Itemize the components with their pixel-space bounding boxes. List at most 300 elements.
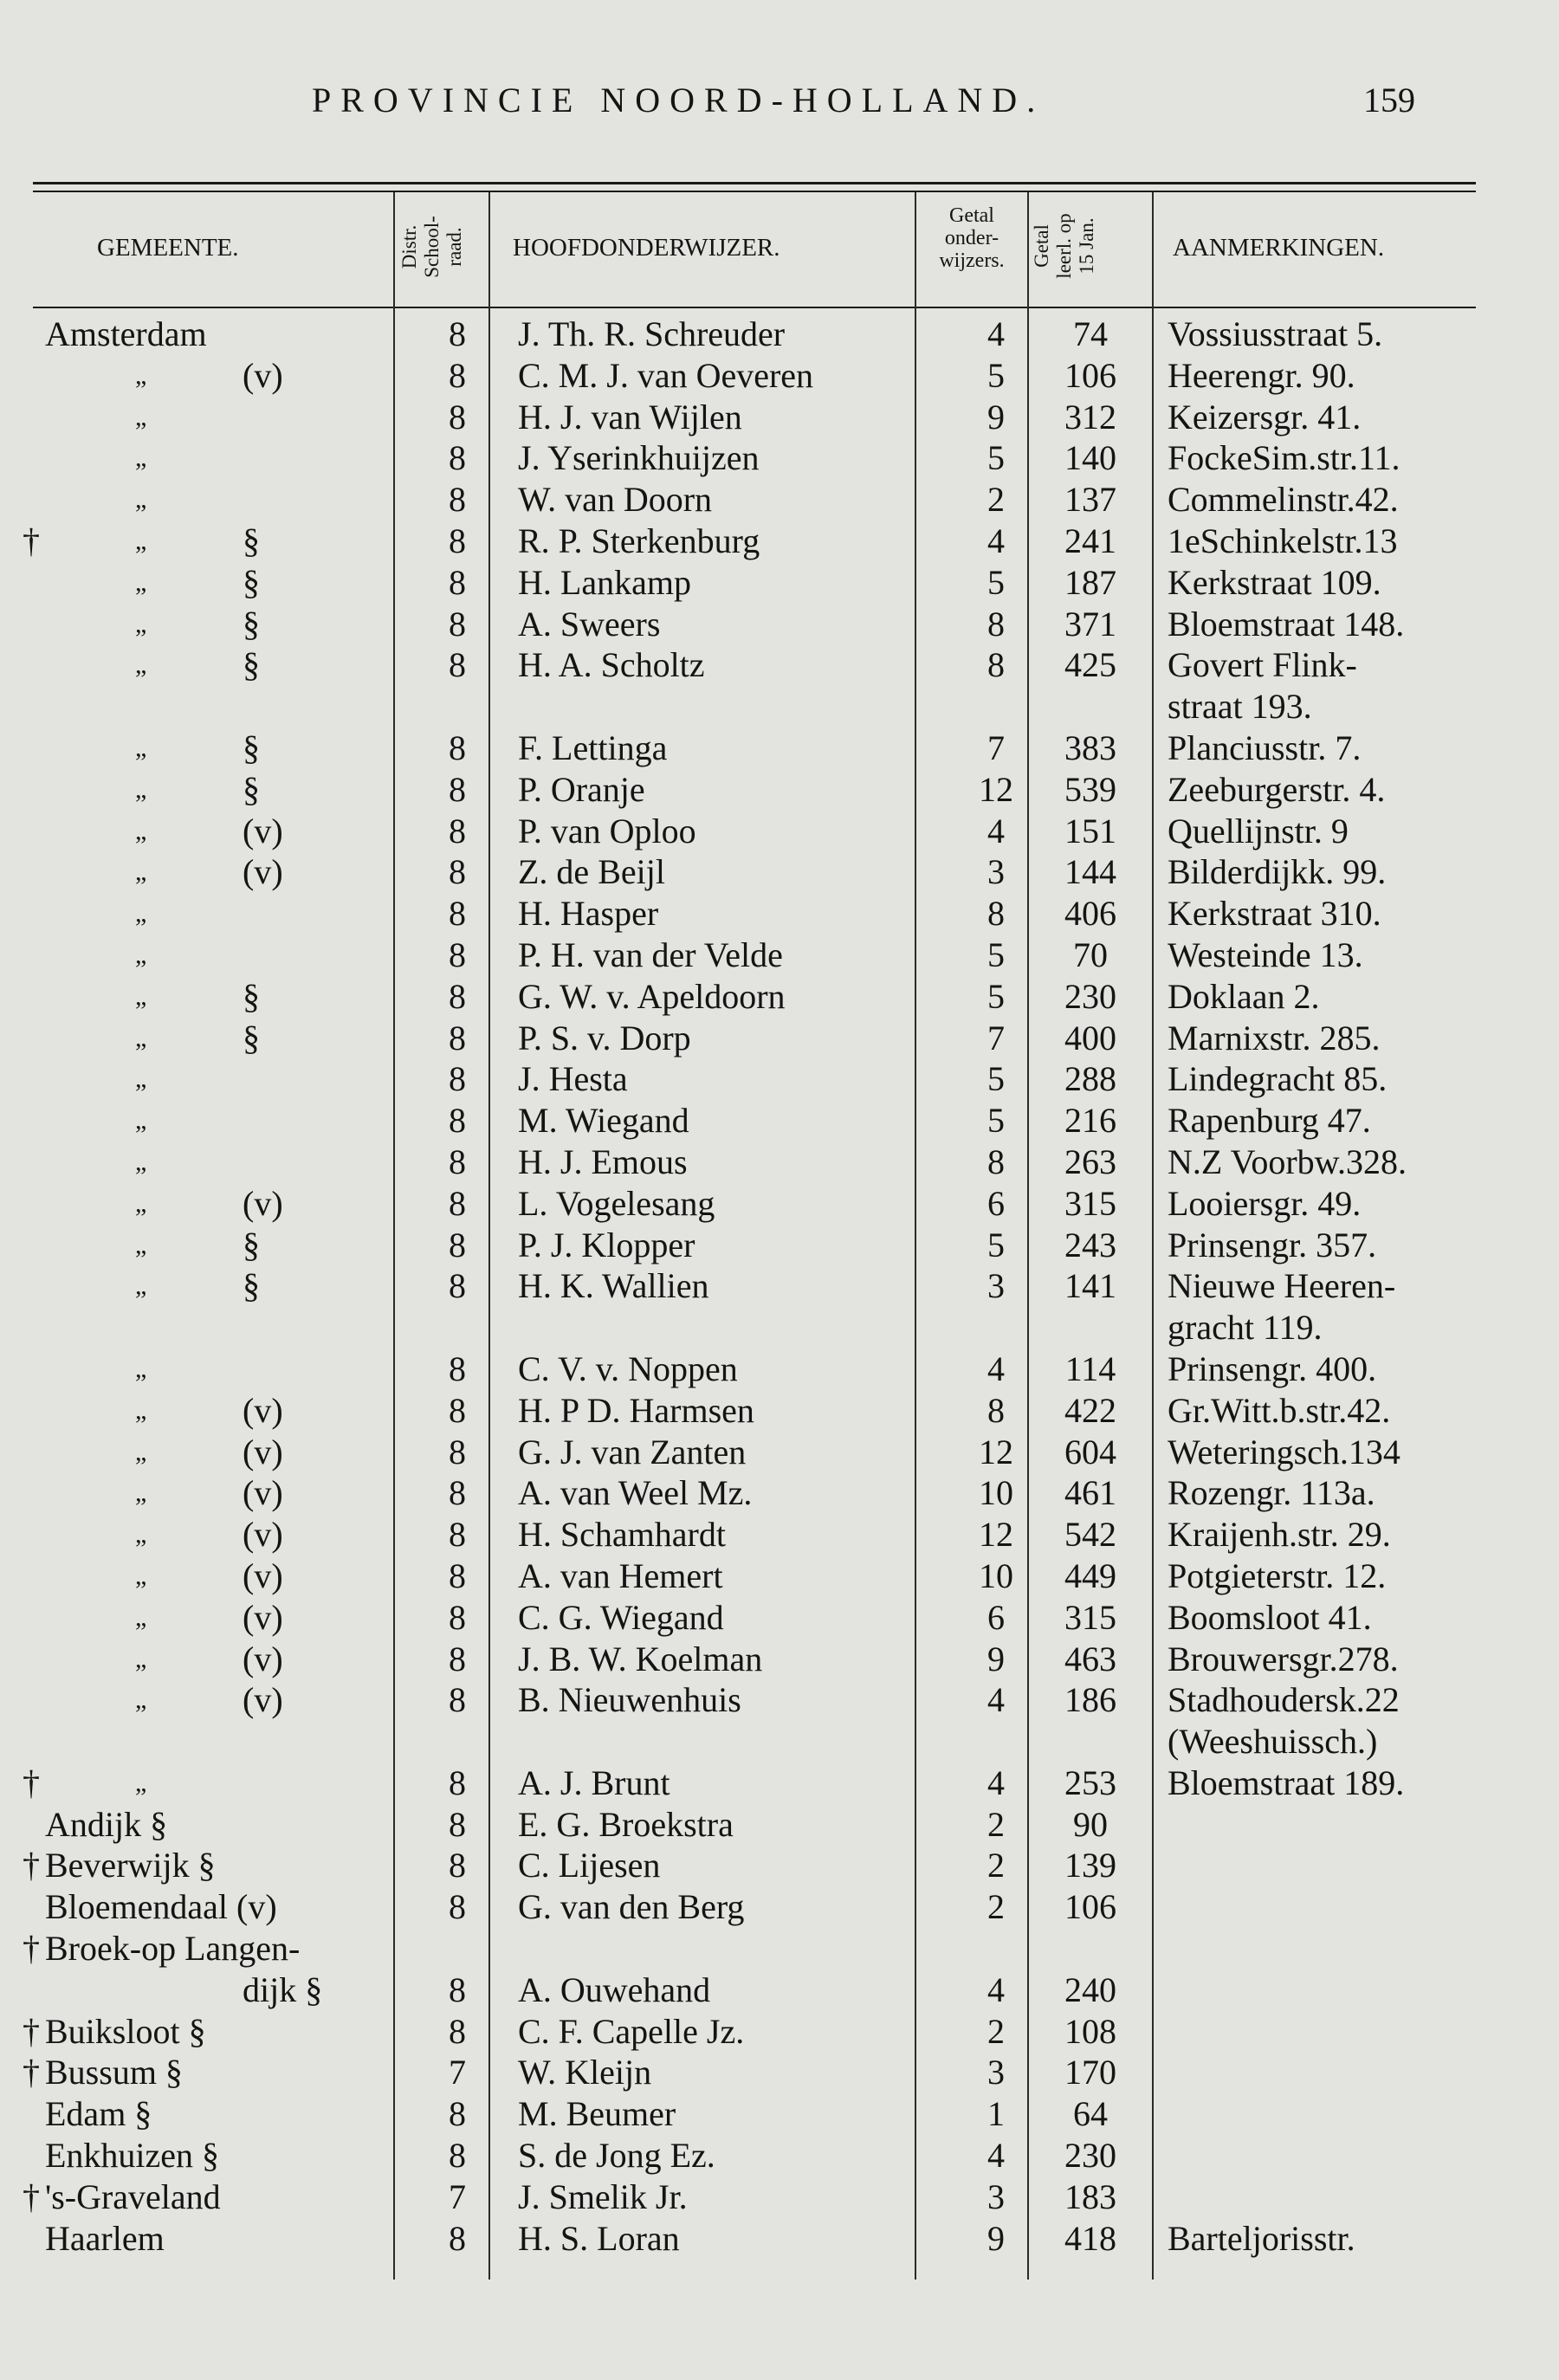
distr-cell: 8: [449, 852, 466, 892]
gemeente-cell: Haarlem: [45, 2218, 165, 2258]
hoofdonderwijzer-cell: H. Hasper: [518, 894, 659, 934]
qualifier-cell: (v): [243, 1515, 283, 1555]
table-row: [0, 314, 1559, 355]
table-row: [0, 2011, 1559, 2053]
header-bottom-rule: [33, 307, 1476, 308]
leerlingen-cell: 241: [1064, 521, 1116, 560]
qualifier-cell: (v): [243, 1390, 283, 1430]
leerlingen-cell: 371: [1064, 604, 1116, 644]
table-row: [0, 1307, 1559, 1348]
table-row: [0, 1886, 1559, 1928]
distr-cell: 8: [449, 562, 466, 602]
table-row: [0, 1679, 1559, 1721]
qualifier-cell: §: [243, 976, 260, 1016]
distr-cell: 8: [449, 438, 466, 478]
aanmerkingen-cell: Bloemstraat 148.: [1168, 604, 1405, 644]
distr-cell: 8: [449, 397, 466, 437]
onderwijzers-cell: 9: [987, 2218, 1005, 2258]
table-row: [0, 1597, 1559, 1639]
header-gemeente: GEMEENTE.: [97, 234, 239, 262]
qualifier-cell: (v): [243, 1183, 283, 1223]
table-row: [0, 769, 1559, 811]
qualifier-cell: §: [243, 1225, 260, 1264]
table-row: [0, 479, 1559, 521]
table-row: [0, 1969, 1559, 2011]
table-row: [0, 1555, 1559, 1597]
table-row: [0, 1721, 1559, 1762]
distr-cell: 8: [449, 2011, 466, 2051]
distr-cell: 8: [449, 1141, 466, 1181]
ditto-mark: „: [135, 1437, 147, 1466]
leerlingen-cell: 243: [1064, 1225, 1116, 1264]
aanmerkingen-cell: Barteljorisstr.: [1168, 2218, 1355, 2258]
onderwijzers-cell: 5: [987, 1059, 1005, 1099]
qualifier-cell: (v): [243, 1597, 283, 1637]
onderwijzers-cell: 5: [987, 438, 1005, 478]
aanmerkingen-cell: Quellijnstr. 9: [1168, 811, 1349, 850]
table-row: [0, 1472, 1559, 1514]
hoofdonderwijzer-cell: J. Smelik Jr.: [518, 2176, 688, 2216]
table-row: [0, 2135, 1559, 2176]
hoofdonderwijzer-cell: G. W. v. Apeldoorn: [518, 976, 786, 1016]
hoofdonderwijzer-cell: H. Lankamp: [518, 562, 691, 602]
dagger-mark: †: [23, 1929, 40, 1969]
aanmerkingen-cell: FockeSim.str.11.: [1168, 438, 1401, 478]
qualifier-cell: (v): [243, 1639, 283, 1678]
qualifier-cell: §: [243, 562, 260, 602]
distr-cell: 8: [449, 2094, 466, 2134]
leerlingen-cell: 74: [1073, 314, 1108, 353]
hoofdonderwijzer-cell: F. Lettinga: [518, 728, 668, 767]
ditto-mark: „: [135, 816, 147, 845]
table-row: [0, 1348, 1559, 1390]
ditto-mark: „: [135, 1188, 147, 1218]
hoofdonderwijzer-cell: J. Yserinkhuijzen: [518, 438, 760, 478]
header-leerlingen-line: 15 Jan.: [1076, 217, 1097, 275]
aanmerkingen-cell: 1eSchinkelstr.13: [1168, 521, 1398, 560]
ditto-mark: „: [135, 360, 147, 390]
distr-cell: 8: [449, 480, 466, 520]
header-aanmerkingen: AANMERKINGEN.: [1173, 234, 1385, 262]
aanmerkingen-cell: Kraijenh.str. 29.: [1168, 1515, 1391, 1555]
ditto-mark: „: [135, 1106, 147, 1135]
distr-cell: 8: [449, 1473, 466, 1513]
aanmerkingen-cell: Rapenburg 47.: [1168, 1101, 1371, 1141]
table-row: [0, 2093, 1559, 2135]
hoofdonderwijzer-cell: W. van Doorn: [518, 480, 713, 520]
ditto-mark: „: [135, 650, 147, 680]
leerlingen-cell: 139: [1064, 1846, 1116, 1885]
hoofdonderwijzer-cell: S. de Jong Ez.: [518, 2136, 715, 2176]
hoofdonderwijzer-cell: W. Kleijn: [518, 2053, 652, 2092]
leerlingen-cell: 406: [1064, 894, 1116, 934]
ditto-mark: „: [135, 1768, 147, 1797]
aanmerkingen-cell: Gr.Witt.b.str.42.: [1168, 1390, 1391, 1430]
hoofdonderwijzer-cell: E. G. Broekstra: [518, 1804, 734, 1844]
table-row: [0, 437, 1559, 479]
distr-cell: 8: [449, 1059, 466, 1099]
dagger-mark: †: [23, 1846, 40, 1885]
header-hoofdonderwijzer: HOOFDONDERWIJZER.: [513, 234, 780, 262]
ditto-mark: „: [135, 1354, 147, 1383]
table-row: [0, 1762, 1559, 1804]
distr-cell: 8: [449, 1887, 466, 1927]
leerlingen-cell: 170: [1064, 2053, 1116, 2092]
distr-cell: 8: [449, 811, 466, 850]
distr-cell: 8: [449, 1101, 466, 1141]
table-row: [0, 1639, 1559, 1680]
ditto-mark: „: [135, 1602, 147, 1632]
leerlingen-cell: 463: [1064, 1639, 1116, 1678]
qualifier-cell: §: [243, 645, 260, 685]
header-leerlingen-line: leerl.: [1053, 238, 1075, 279]
table-row: [0, 1265, 1559, 1307]
onderwijzers-cell: 5: [987, 976, 1005, 1016]
qualifier-cell: (v): [243, 355, 283, 395]
onderwijzers-cell: 5: [987, 935, 1005, 974]
hoofdonderwijzer-cell: P. J. Klopper: [518, 1225, 695, 1264]
header-distr: [398, 201, 466, 293]
hoofdonderwijzer-cell: H. K. Wallien: [518, 1266, 709, 1306]
table-row: [0, 1928, 1559, 1969]
hoofdonderwijzer-cell: A. van Hemert: [518, 1555, 723, 1595]
onderwijzers-cell: 6: [987, 1183, 1005, 1223]
leerlingen-cell: 151: [1064, 811, 1116, 850]
onderwijzers-cell: 3: [987, 2053, 1005, 2092]
leerlingen-cell: 604: [1064, 1432, 1116, 1471]
table-row: [0, 1141, 1559, 1183]
aanmerkingen-cell: Potgieterstr. 12.: [1168, 1555, 1387, 1595]
aanmerkingen-cell: Vossiusstraat 5.: [1168, 314, 1383, 353]
aanmerkingen-cell: Boomsloot 41.: [1168, 1597, 1372, 1637]
aanmerkingen-cell: Commelinstr.42.: [1168, 480, 1399, 520]
ditto-mark: „: [135, 940, 147, 969]
onderwijzers-cell: 12: [979, 769, 1013, 809]
onderwijzers-cell: 4: [987, 1762, 1005, 1802]
distr-cell: 8: [449, 1969, 466, 2009]
aanmerkingen-cell: N.Z Voorbw.328.: [1168, 1141, 1407, 1181]
leerlingen-cell: 542: [1064, 1515, 1116, 1555]
distr-cell: 8: [449, 645, 466, 685]
leerlingen-cell: 422: [1064, 1390, 1116, 1430]
qualifier-cell: dijk §: [243, 1969, 323, 2009]
table-row: [0, 397, 1559, 438]
hoofdonderwijzer-cell: G. van den Berg: [518, 1887, 745, 1927]
ditto-mark: „: [135, 1644, 147, 1673]
distr-cell: 8: [449, 1348, 466, 1388]
top-rule: [33, 182, 1476, 184]
hoofdonderwijzer-cell: M. Beumer: [518, 2094, 676, 2134]
distr-cell: 8: [449, 1597, 466, 1637]
header-leerlingen-line: op: [1053, 213, 1075, 234]
aanmerkingen-cell: Bloemstraat 189.: [1168, 1762, 1405, 1802]
hoofdonderwijzer-cell: A. J. Brunt: [518, 1762, 670, 1802]
leerlingen-cell: 315: [1064, 1183, 1116, 1223]
distr-cell: 7: [449, 2176, 466, 2216]
qualifier-cell: §: [243, 521, 260, 560]
aanmerkingen-cell: Weteringsch.134: [1168, 1432, 1401, 1471]
aanmerkingen-cell: Kerkstraat 310.: [1168, 894, 1381, 934]
gemeente-cell: 's-Graveland: [45, 2176, 221, 2216]
onderwijzers-cell: 7: [987, 728, 1005, 767]
onderwijzers-cell: 6: [987, 1597, 1005, 1637]
qualifier-cell: (v): [243, 1680, 283, 1720]
table-row: [0, 644, 1559, 686]
ditto-mark: „: [135, 899, 147, 928]
dagger-mark: †: [23, 521, 40, 560]
leerlingen-cell: 216: [1064, 1101, 1116, 1141]
leerlingen-cell: 312: [1064, 397, 1116, 437]
table-row: [0, 1225, 1559, 1266]
distr-cell: 8: [449, 1762, 466, 1802]
leerlingen-cell: 461: [1064, 1473, 1116, 1513]
table-row: [0, 851, 1559, 893]
onderwijzers-cell: 9: [987, 397, 1005, 437]
distr-cell: 8: [449, 1018, 466, 1057]
leerlingen-cell: 253: [1064, 1762, 1116, 1802]
table-body: [0, 314, 1559, 2259]
onderwijzers-cell: 10: [979, 1555, 1013, 1595]
onderwijzers-cell: 5: [987, 355, 1005, 395]
header-leerlingen: [1031, 197, 1098, 294]
qualifier-cell: (v): [243, 852, 283, 892]
leerlingen-cell: 64: [1073, 2094, 1108, 2134]
ditto-mark: „: [135, 609, 147, 638]
hoofdonderwijzer-cell: J. Hesta: [518, 1059, 628, 1099]
distr-cell: 8: [449, 769, 466, 809]
onderwijzers-cell: 12: [979, 1515, 1013, 1555]
distr-cell: 8: [449, 894, 466, 934]
aanmerkingen-cell: Lindegracht 85.: [1168, 1059, 1388, 1099]
ditto-mark: „: [135, 443, 147, 473]
distr-cell: 7: [449, 2053, 466, 2092]
gemeente-cell: Andijk §: [45, 1804, 168, 1844]
table-row: [0, 1018, 1559, 1059]
distr-cell: 8: [449, 935, 466, 974]
aanmerkingen-cell: (Weeshuissch.): [1168, 1722, 1378, 1762]
aanmerkingen-cell: straat 193.: [1168, 687, 1312, 727]
hoofdonderwijzer-cell: L. Vogelesang: [518, 1183, 715, 1223]
distr-cell: 8: [449, 355, 466, 395]
hoofdonderwijzer-cell: A. van Weel Mz.: [518, 1473, 753, 1513]
ditto-mark: „: [135, 1230, 147, 1259]
table-row: [0, 2218, 1559, 2260]
leerlingen-cell: 263: [1064, 1141, 1116, 1181]
hoofdonderwijzer-cell: R. P. Sterkenburg: [518, 521, 760, 560]
qualifier-cell: §: [243, 1266, 260, 1306]
table-row: [0, 521, 1559, 562]
onderwijzers-cell: 4: [987, 1348, 1005, 1388]
ditto-mark: „: [135, 857, 147, 887]
onderwijzers-cell: 2: [987, 1887, 1005, 1927]
ditto-mark: „: [135, 1561, 147, 1590]
qualifier-cell: §: [243, 1018, 260, 1057]
hoofdonderwijzer-cell: C. M. J. van Oeveren: [518, 355, 814, 395]
ditto-mark: „: [135, 774, 147, 804]
leerlingen-cell: 315: [1064, 1597, 1116, 1637]
hoofdonderwijzer-cell: P. S. v. Dorp: [518, 1018, 691, 1057]
gemeente-cell: Bloemendaal (v): [45, 1887, 277, 1927]
onderwijzers-cell: 12: [979, 1432, 1013, 1471]
table-row: [0, 976, 1559, 1018]
table-row: [0, 355, 1559, 397]
hoofdonderwijzer-cell: J. Th. R. Schreuder: [518, 314, 786, 353]
onderwijzers-cell: 4: [987, 1680, 1005, 1720]
table-row: [0, 728, 1559, 769]
table-row: [0, 811, 1559, 852]
aanmerkingen-cell: Marnixstr. 285.: [1168, 1018, 1381, 1057]
page-number: 159: [1363, 81, 1415, 120]
hoofdonderwijzer-cell: H. J. Emous: [518, 1141, 688, 1181]
table-row: [0, 935, 1559, 976]
table-row: [0, 1845, 1559, 1886]
leerlingen-cell: 140: [1064, 438, 1116, 478]
leerlingen-cell: 90: [1073, 1804, 1108, 1844]
qualifier-cell: (v): [243, 1555, 283, 1595]
qualifier-cell: §: [243, 728, 260, 767]
table-row: [0, 562, 1559, 604]
hoofdonderwijzer-cell: H. Schamhardt: [518, 1515, 726, 1555]
aanmerkingen-cell: Prinsengr. 357.: [1168, 1225, 1377, 1264]
distr-cell: 8: [449, 976, 466, 1016]
leerlingen-cell: 539: [1064, 769, 1116, 809]
aanmerkingen-cell: Keizersgr. 41.: [1168, 397, 1362, 437]
onderwijzers-cell: 4: [987, 1969, 1005, 2009]
qualifier-cell: (v): [243, 1432, 283, 1471]
distr-cell: 8: [449, 1183, 466, 1223]
hoofdonderwijzer-cell: P. Oranje: [518, 769, 645, 809]
table-row: [0, 1058, 1559, 1100]
onderwijzers-cell: 10: [979, 1473, 1013, 1513]
hoofdonderwijzer-cell: C. G. Wiegand: [518, 1597, 724, 1637]
onderwijzers-cell: 5: [987, 562, 1005, 602]
page-header: [0, 80, 1559, 132]
leerlingen-cell: 288: [1064, 1059, 1116, 1099]
leerlingen-cell: 108: [1064, 2011, 1116, 2051]
ditto-mark: „: [135, 1147, 147, 1176]
distr-cell: 8: [449, 1680, 466, 1720]
leerlingen-cell: 186: [1064, 1680, 1116, 1720]
leerlingen-cell: 144: [1064, 852, 1116, 892]
ditto-mark: „: [135, 981, 147, 1011]
header-distr-line: School-: [421, 216, 443, 278]
aanmerkingen-cell: Rozengr. 113a.: [1168, 1473, 1375, 1513]
distr-cell: 8: [449, 1555, 466, 1595]
onderwijzers-cell: 8: [987, 604, 1005, 644]
leerlingen-cell: 106: [1064, 355, 1116, 395]
aanmerkingen-cell: Stadhoudersk.22: [1168, 1680, 1400, 1720]
distr-cell: 8: [449, 2136, 466, 2176]
onderwijzers-cell: 8: [987, 894, 1005, 934]
table-row: [0, 604, 1559, 645]
onderwijzers-cell: 4: [987, 2136, 1005, 2176]
running-title: PROVINCIE NOORD-HOLLAND.: [312, 81, 1045, 120]
onderwijzers-cell: 5: [987, 1225, 1005, 1264]
hoofdonderwijzer-cell: B. Nieuwenhuis: [518, 1680, 741, 1720]
hoofdonderwijzer-cell: H. S. Loran: [518, 2218, 680, 2258]
gemeente-cell: Buiksloot §: [45, 2011, 206, 2051]
leerlingen-cell: 230: [1064, 2136, 1116, 2176]
hoofdonderwijzer-cell: H. J. van Wijlen: [518, 397, 742, 437]
leerlingen-cell: 183: [1064, 2176, 1116, 2216]
aanmerkingen-cell: Heerengr. 90.: [1168, 355, 1355, 395]
leerlingen-cell: 230: [1064, 976, 1116, 1016]
hoofdonderwijzer-cell: C. V. v. Noppen: [518, 1348, 738, 1388]
aanmerkingen-cell: Doklaan 2.: [1168, 976, 1320, 1016]
onderwijzers-cell: 8: [987, 1390, 1005, 1430]
qualifier-cell: (v): [243, 811, 283, 850]
onderwijzers-cell: 5: [987, 1101, 1005, 1141]
leerlingen-cell: 187: [1064, 562, 1116, 602]
aanmerkingen-cell: gracht 119.: [1168, 1308, 1323, 1348]
onderwijzers-cell: 2: [987, 1846, 1005, 1885]
header-onderwijzers-line: onder-: [944, 227, 999, 249]
hoofdonderwijzer-cell: C. F. Capelle Jz.: [518, 2011, 745, 2051]
qualifier-cell: §: [243, 604, 260, 644]
header-leerlingen-line: Getal: [1031, 224, 1052, 268]
ditto-mark: „: [135, 1064, 147, 1094]
hoofdonderwijzer-cell: Z. de Beijl: [518, 852, 665, 892]
table-row: [0, 1100, 1559, 1141]
ditto-mark: „: [135, 1478, 147, 1508]
distr-cell: 8: [449, 2218, 466, 2258]
distr-cell: 8: [449, 1266, 466, 1306]
onderwijzers-cell: 4: [987, 521, 1005, 560]
onderwijzers-cell: 2: [987, 2011, 1005, 2051]
onderwijzers-cell: 9: [987, 1639, 1005, 1678]
ditto-mark: „: [135, 485, 147, 514]
onderwijzers-cell: 3: [987, 852, 1005, 892]
leerlingen-cell: 106: [1064, 1887, 1116, 1927]
aanmerkingen-cell: Looiersgr. 49.: [1168, 1183, 1362, 1223]
leerlingen-cell: 114: [1064, 1348, 1116, 1388]
distr-cell: 8: [449, 1225, 466, 1264]
gemeente-cell: Beverwijk §: [45, 1846, 216, 1885]
onderwijzers-cell: 7: [987, 1018, 1005, 1057]
header-distr-line: raad.: [443, 227, 465, 267]
hoofdonderwijzer-cell: A. Sweers: [518, 604, 661, 644]
qualifier-cell: §: [243, 769, 260, 809]
ditto-mark: „: [135, 1023, 147, 1052]
qualifier-cell: (v): [243, 1473, 283, 1513]
aanmerkingen-cell: Planciusstr. 7.: [1168, 728, 1362, 767]
table-row: [0, 2052, 1559, 2093]
gemeente-cell: Bussum §: [45, 2053, 183, 2092]
hoofdonderwijzer-cell: A. Ouwehand: [518, 1969, 711, 2009]
hoofdonderwijzer-cell: M. Wiegand: [518, 1101, 689, 1141]
aanmerkingen-cell: Westeinde 13.: [1168, 935, 1363, 974]
distr-cell: 8: [449, 1639, 466, 1678]
aanmerkingen-cell: Govert Flink-: [1168, 645, 1357, 685]
onderwijzers-cell: 4: [987, 811, 1005, 850]
leerlingen-cell: 70: [1073, 935, 1108, 974]
hoofdonderwijzer-cell: P. van Oploo: [518, 811, 696, 850]
ditto-mark: „: [135, 1520, 147, 1549]
onderwijzers-cell: 8: [987, 645, 1005, 685]
gemeente-cell: Enkhuizen §: [45, 2136, 220, 2176]
leerlingen-cell: 449: [1064, 1555, 1116, 1595]
hoofdonderwijzer-cell: J. B. W. Koelman: [518, 1639, 763, 1678]
dagger-mark: †: [23, 2053, 40, 2092]
header-onderwijzers-line: wijzers.: [939, 249, 1005, 272]
onderwijzers-cell: 3: [987, 1266, 1005, 1306]
dagger-mark: †: [23, 1762, 40, 1802]
aanmerkingen-cell: Brouwersgr.278.: [1168, 1639, 1399, 1678]
onderwijzers-cell: 8: [987, 1141, 1005, 1181]
header-onderwijzers-line: Getal: [949, 204, 994, 227]
hoofdonderwijzer-cell: H. P D. Harmsen: [518, 1390, 754, 1430]
table-row: [0, 1432, 1559, 1473]
